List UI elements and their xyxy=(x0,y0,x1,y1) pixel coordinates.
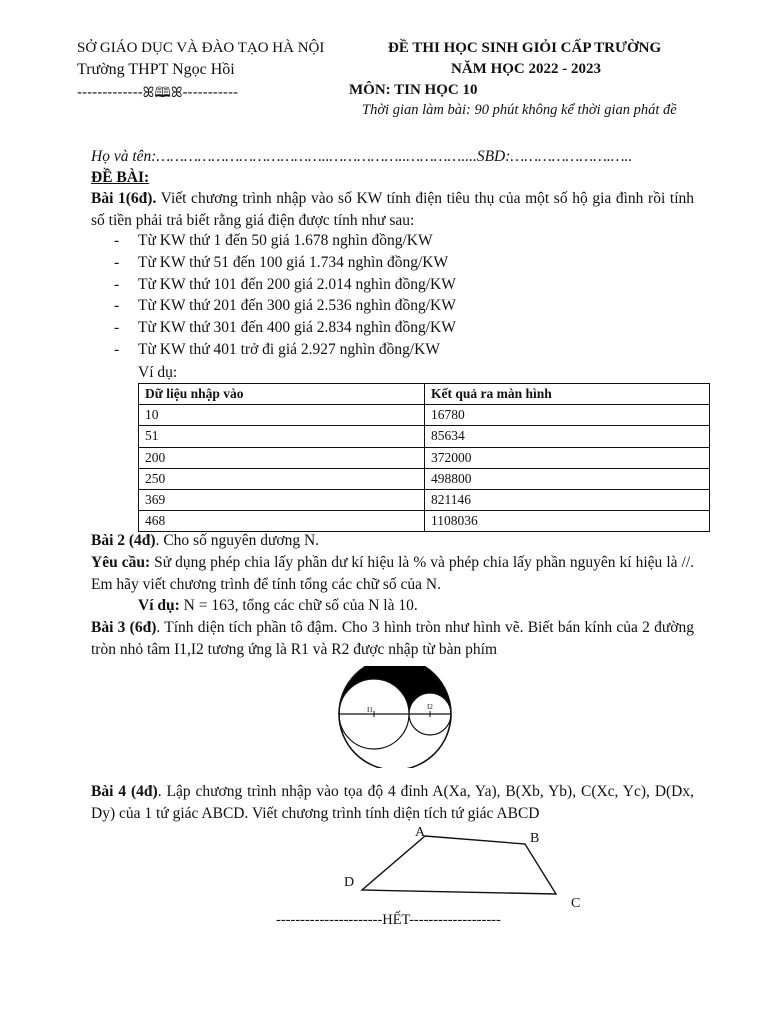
table-cell: 498800 xyxy=(425,468,710,489)
tier-text: Từ KW thứ 301 đến 400 giá 2.834 nghìn đồng/KW xyxy=(138,319,456,336)
table-cell: 10 xyxy=(139,405,425,426)
quadrilateral-abcd xyxy=(362,836,556,894)
table-cell: 51 xyxy=(139,426,425,447)
problem2-label: Bài 2 (4đ) xyxy=(91,532,156,549)
tier-text: Từ KW thứ 1 đến 50 giá 1.678 nghìn đồng/KW xyxy=(138,232,433,249)
table-row xyxy=(139,511,710,532)
bullet-dash: - xyxy=(114,341,120,358)
table-cell: 200 xyxy=(139,447,425,468)
tier-text: Từ KW thứ 101 đến 200 giá 2.014 nghìn đồng/KW xyxy=(138,276,456,293)
problem3 xyxy=(91,617,694,660)
vertex-c: C xyxy=(571,896,581,911)
label-i1: I1 xyxy=(367,706,373,714)
department-name: SỞ GIÁO DỤC VÀ ĐÀO TẠO HÀ NỘI xyxy=(77,40,325,56)
example-label: Ví dụ: xyxy=(138,364,178,381)
problem3-text: . Tính diện tích phần tô đậm. Cho 3 hình tròn như hình vẽ. Biết bán kính của 2 đường tròn nhỏ tâm I1,I2 tương ứng là R1 và R2 được nhập từ bàn phím xyxy=(91,619,695,658)
table-header-row xyxy=(139,384,710,405)
table-cell: 372000 xyxy=(425,447,710,468)
example-table xyxy=(138,383,710,532)
table-row xyxy=(139,405,710,426)
bullet-dash: - xyxy=(114,276,120,293)
table-header: Kết quả ra màn hình xyxy=(425,384,710,405)
school-year: NĂM HỌC 2022 - 2023 xyxy=(451,61,601,77)
circles-figure xyxy=(330,666,460,768)
label-i2: I2 xyxy=(427,703,433,711)
header-ornament: -------------ꕤ🕮ꕤ----------- xyxy=(77,85,239,101)
problem1-text: Viết chương trình nhập vào số KW tính điện tiêu thụ của một số hộ gia đình rồi tính số tiền phải trả biết rằng giá điện được tính như sau: xyxy=(91,190,695,229)
school-name: Trường THPT Ngọc Hồi xyxy=(77,61,235,78)
requirement-text: Sử dụng phép chia lấy phần dư kí hiệu là % và phép chia lấy phần nguyên kí hiệu là //. Em hãy viết chương trình để tính tổng các chữ số của N. xyxy=(91,554,694,593)
vertex-a: A xyxy=(415,825,426,840)
tier-text: Từ KW thứ 51 đến 100 giá 1.734 nghìn đồng/KW xyxy=(138,254,449,271)
subject: MÔN: TIN HỌC 10 xyxy=(349,82,478,98)
problem4-label: Bài 4 (4đ) xyxy=(91,783,158,800)
end-mark: ----------------------HẾT------------------- xyxy=(276,912,501,928)
problem2-text: . Cho số nguyên dương N. xyxy=(155,532,320,549)
tier-text: Từ KW thứ 201 đến 300 giá 2.536 nghìn đồng/KW xyxy=(138,297,456,314)
table-row xyxy=(139,468,710,489)
problem2-example xyxy=(138,595,418,617)
table-cell: 16780 xyxy=(425,405,710,426)
table-cell: 369 xyxy=(139,489,425,510)
table-cell: 821146 xyxy=(425,489,710,510)
problem2-requirement xyxy=(91,552,694,595)
vertex-b: B xyxy=(530,831,540,846)
problem4 xyxy=(91,781,694,824)
table-row xyxy=(139,489,710,510)
vertex-d: D xyxy=(344,875,355,890)
student-name-line: Họ và tên:………………………………..……………..…………....SBD:………………….….. xyxy=(91,148,633,165)
table-cell: 468 xyxy=(139,511,425,532)
tier-text: Từ KW thứ 401 trở đi giá 2.927 nghìn đồng/KW xyxy=(138,341,440,358)
problem3-label: Bài 3 (6đ) xyxy=(91,619,157,636)
problem2-example-text: N = 163, tổng các chữ số của N là 10. xyxy=(179,597,418,614)
problem1-label: Bài 1(6đ). xyxy=(91,190,157,207)
table-cell: 85634 xyxy=(425,426,710,447)
bullet-dash: - xyxy=(114,254,120,271)
table-cell: 250 xyxy=(139,468,425,489)
exam-title: ĐỀ THI HỌC SINH GIỎI CẤP TRƯỜNG xyxy=(388,40,662,56)
section-heading: ĐỀ BÀI: xyxy=(91,169,150,186)
problem1 xyxy=(91,188,694,231)
table-cell: 1108036 xyxy=(425,511,710,532)
table-row xyxy=(139,447,710,468)
bullet-dash: - xyxy=(114,297,120,314)
table-header: Dữ liệu nhập vào xyxy=(139,384,425,405)
bullet-dash: - xyxy=(114,319,120,336)
problem2 xyxy=(91,530,319,552)
requirement-label: Yêu cầu: xyxy=(91,554,151,571)
time-note: Thời gian làm bài: 90 phút không kể thời gian phát đề xyxy=(362,102,677,118)
bullet-dash: - xyxy=(114,232,120,249)
table-row xyxy=(139,426,710,447)
quadrilateral-figure xyxy=(330,820,600,916)
problem4-text: . Lập chương trình nhập vào tọa độ 4 đỉnh A(Xa, Ya), B(Xb, Yb), C(Xc, Yc), D(Dx, Dy) của 1 tứ giác ABCD. Viết chương trình tính diện tích tứ giác ABCD xyxy=(91,783,694,822)
problem2-example-label: Ví dụ: xyxy=(138,597,180,614)
